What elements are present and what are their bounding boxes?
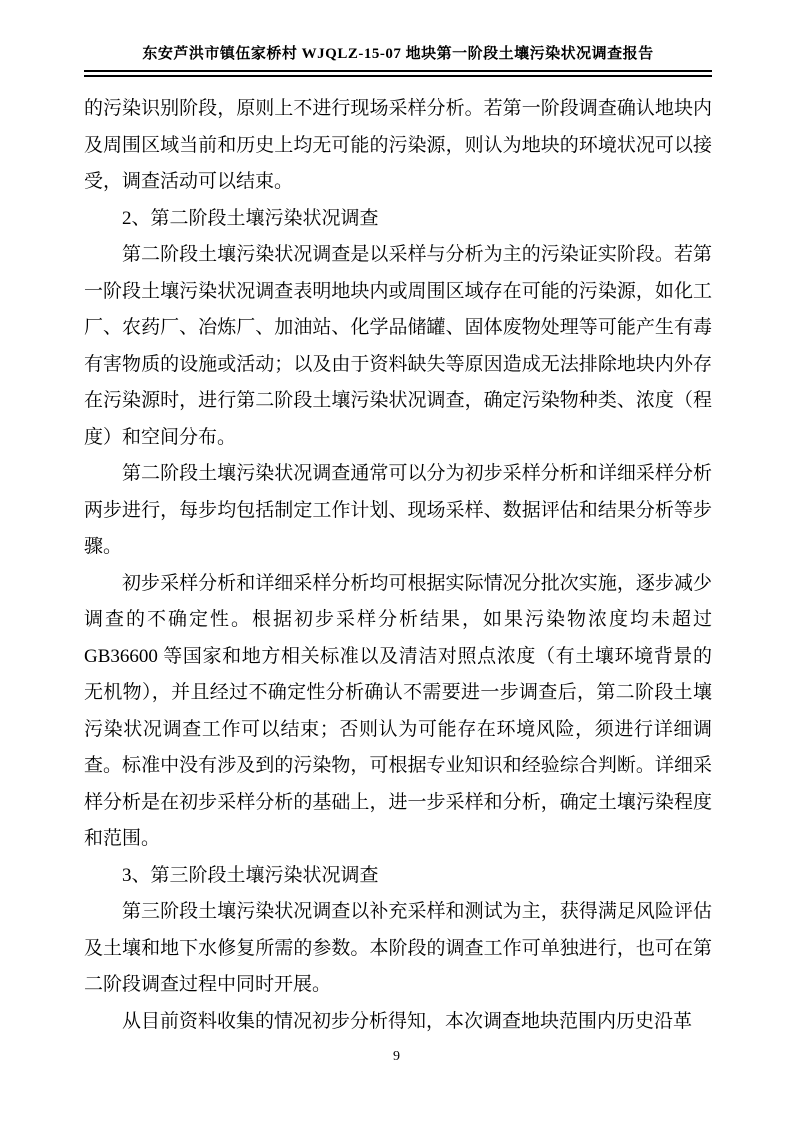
paragraph-stage2-intro: 第二阶段土壤污染状况调查是以采样与分析为主的污染证实阶段。若第一阶段土壤污染状况调查表明地块内或周围区域存在可能的污染源，如化工厂、农药厂、冶炼厂、加油站、化学品储罐、固体废物处理等可能产生有毒有害物质的设施或活动；以及由于资料缺失等原因造成无法排除地块内外存在污染源时，进行第二阶段土壤污染状况调查，确定污染物种类、浓度（程度）和空间分布。 <box>84 244 712 448</box>
page-header <box>84 44 712 77</box>
section-heading-stage3: 3、第三阶段土壤污染状况调查 <box>122 864 379 886</box>
page-footer <box>0 1048 793 1066</box>
document-body <box>84 91 712 1040</box>
paragraph-data-collection: 从目前资料收集的情况初步分析得知，本次调查地块范围内历史沿革 <box>122 1010 693 1032</box>
paragraph-sampling-analysis: 初步采样分析和详细采样分析均可根据实际情况分批次实施，逐步减少调查的不确定性。根据初步采样分析结果，如果污染物浓度均未超过GB36600 等国家和地方相关标准以及清洁对照点浓度（有土壤环境背景的无机物），并且经过不确定性分析确认不需要进一步调查后，第二阶段土壤污染状况调查工作可以结束；否则认为可能存在环境风险，须进行详细调查。标准中没有涉及到的污染物，可根据专业知识和经验综合判断。详细采样分析是在初步采样分析的基础上，进一步采样和分析，确定土壤污染程度和范围。 <box>84 572 712 849</box>
paragraph-stage2-steps: 第二阶段土壤污染状况调查通常可以分为初步采样分析和详细采样分析两步进行，每步均包括制定工作计划、现场采样、数据评估和结果分析等步骤。 <box>84 463 712 557</box>
page-number: 9 <box>393 1049 400 1064</box>
section-heading-stage2: 2、第二阶段土壤污染状况调查 <box>122 207 379 229</box>
paragraph-stage1-continuation: 的污染识别阶段，原则上不进行现场采样分析。若第一阶段调查确认地块内及周围区域当前和历史上均无可能的污染源，则认为地块的环境状况可以接受，调查活动可以结束。 <box>84 98 712 192</box>
paragraph-stage3-intro: 第三阶段土壤污染状况调查以补充采样和测试为主，获得满足风险评估及土壤和地下水修复所需的参数。本阶段的调查工作可单独进行，也可在第二阶段调查过程中同时开展。 <box>84 901 712 995</box>
header-title: 东安芦洪市镇伍家桥村 WJQLZ-15-07 地块第一阶段土壤污染状况调查报告 <box>142 46 654 62</box>
header-double-rule <box>84 70 712 77</box>
